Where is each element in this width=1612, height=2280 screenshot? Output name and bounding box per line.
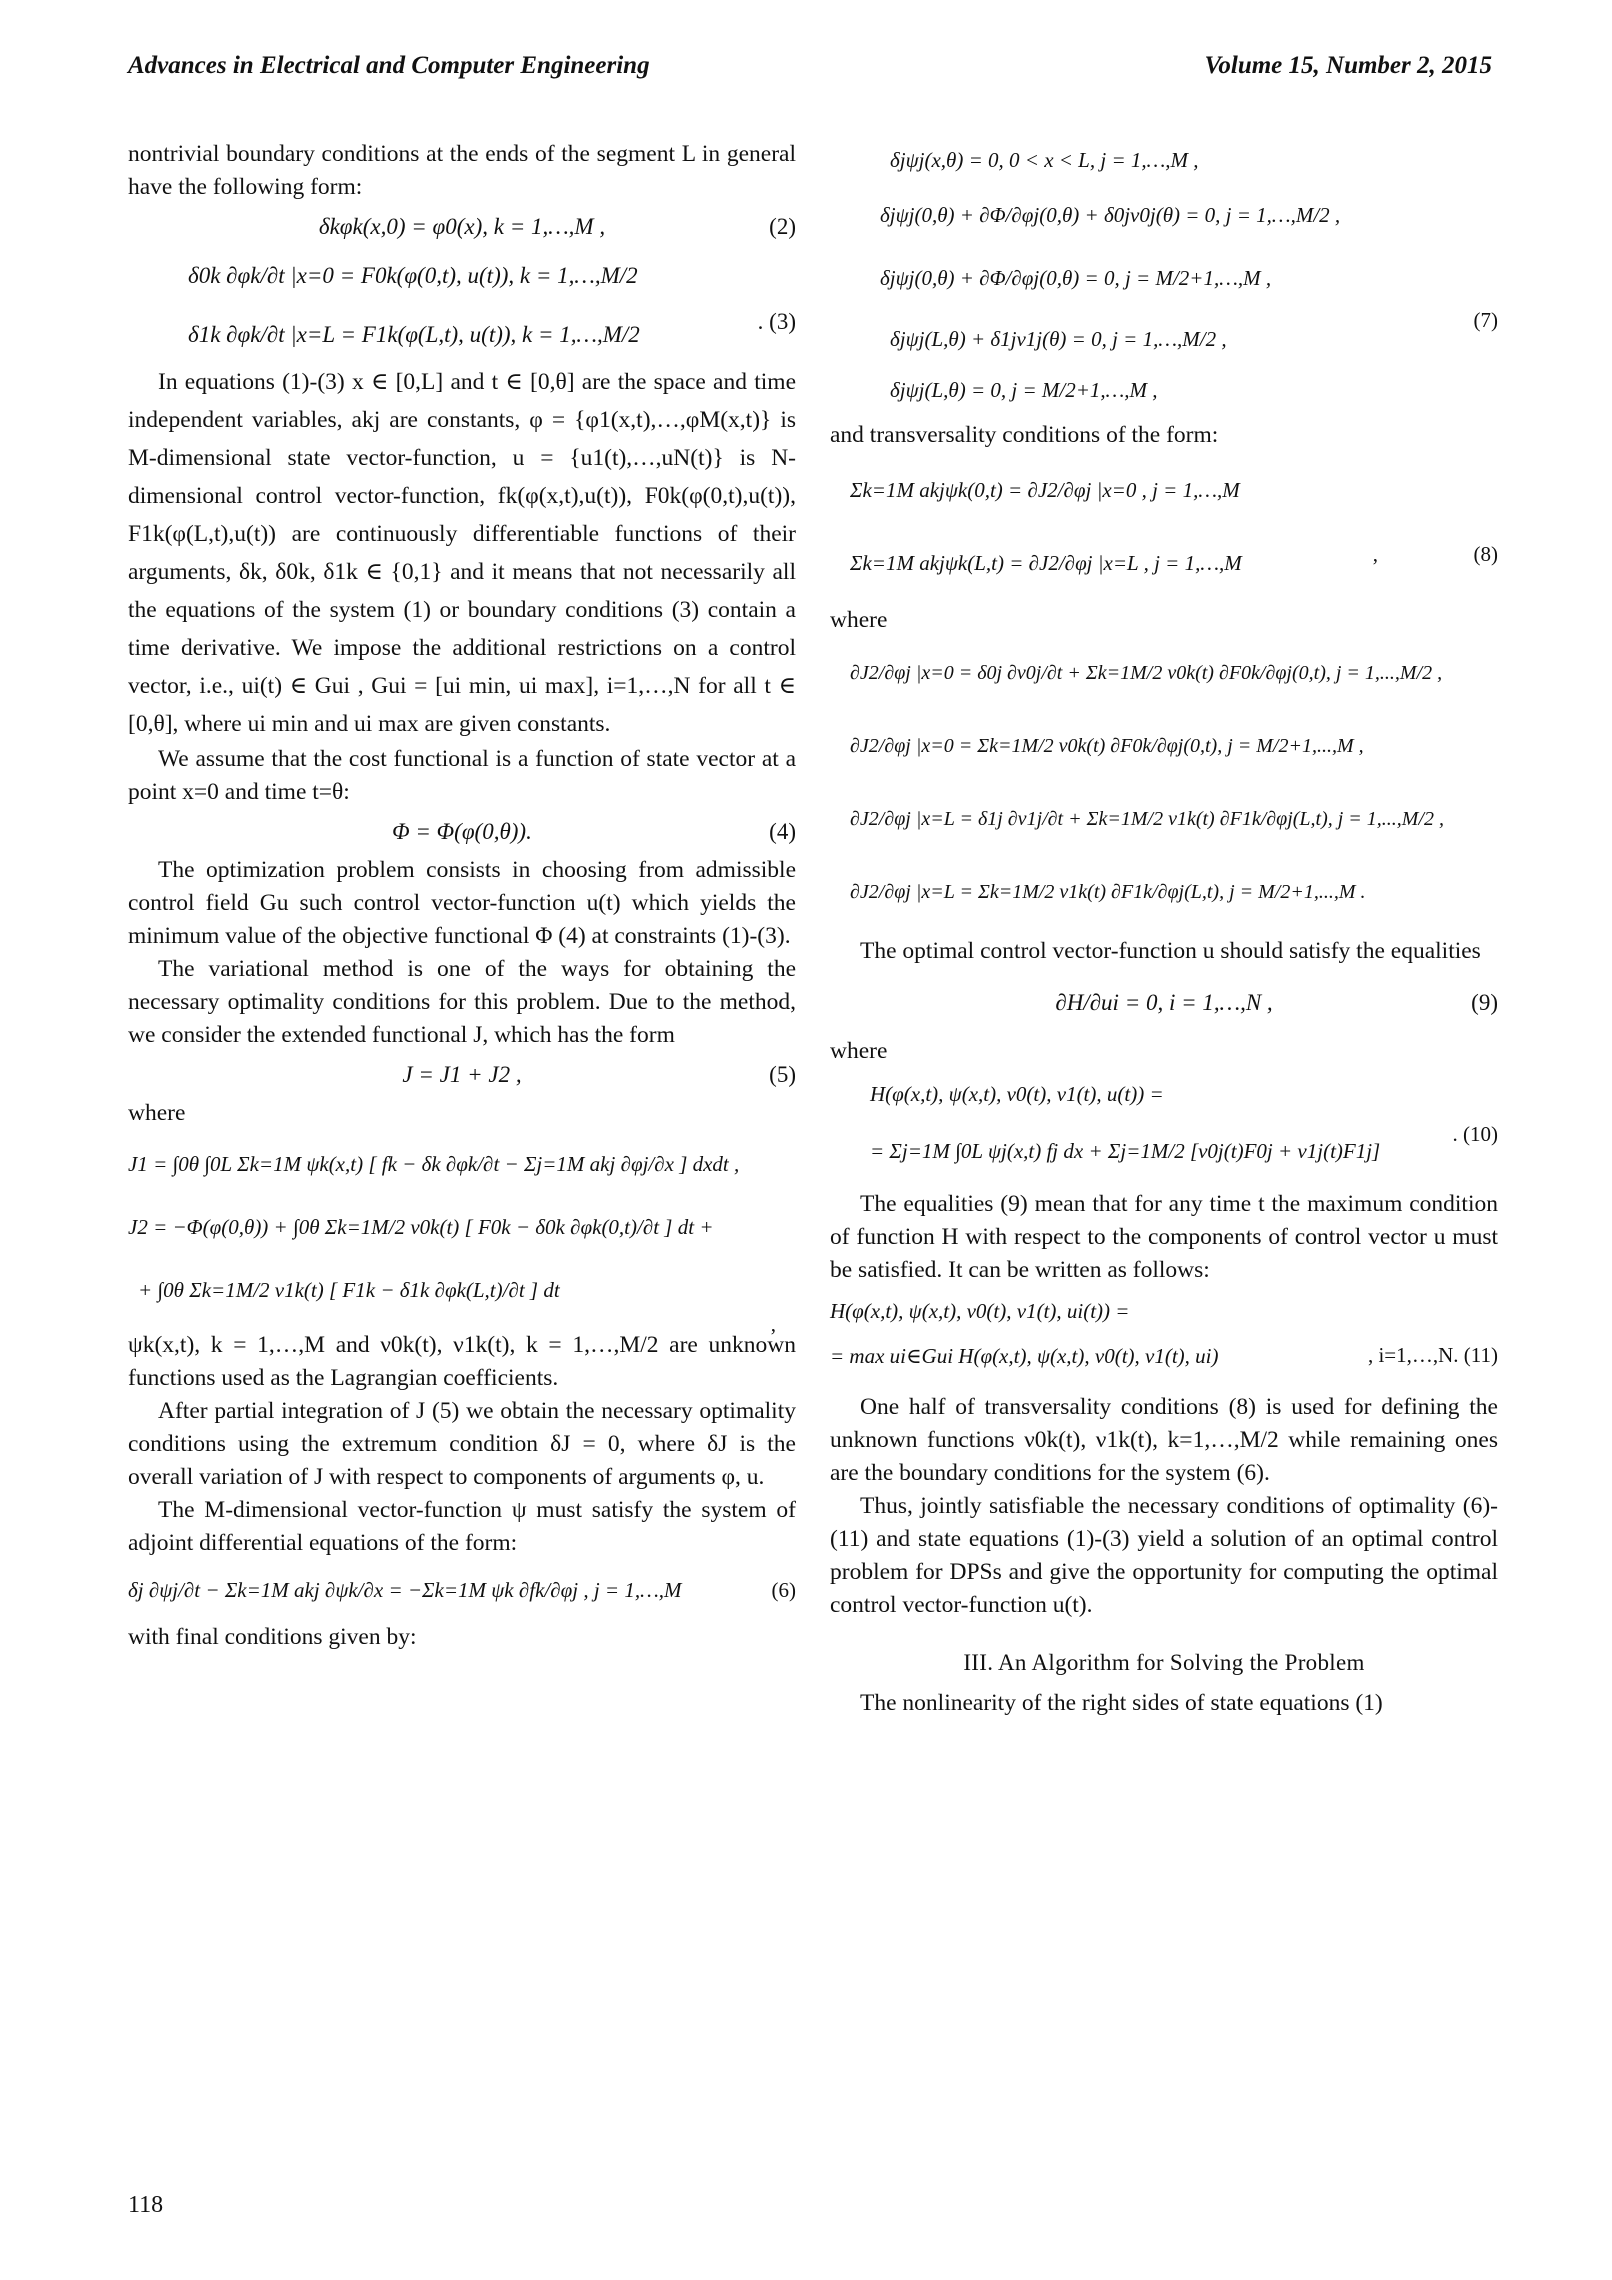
equation-5-number: (5) [769,1062,796,1087]
equation-3a: δ0k ∂φk/∂t |x=0 = F0k(φ(0,t), u(t)), k = 1,…,M/2 [188,263,638,288]
equation-10-block [830,1078,1498,1168]
equation-6-number: (6) [771,1578,796,1602]
equation-j2a: J2 = −Φ(φ(0,θ)) + ∫0θ Σk=1M/2 ν0k(t) [ F0k − δ0k ∂φk(0,t)/∂t ] dt + [128,1215,714,1239]
where-label-2: where [830,607,888,633]
paragraph-transversality: and transversality conditions of the form: [830,422,1219,448]
equation-9-number: (9) [1471,990,1498,1015]
paragraph-maximum-condition: The equalities (9) mean that for any time t the maximum condition of function H with respect to the components of control vector u must be satisfied. It can be written as follows: [830,1191,1498,1283]
equation-4-number: (4) [769,819,796,844]
equation-6-body: δj ∂ψj/∂t − Σk=1M akj ∂ψk/∂x = −Σk=1M ψk ∂fk/∂φj , j = 1,…,M [128,1578,682,1602]
equation-6 [128,1574,796,1607]
equation-7-block [830,144,1498,407]
paragraph-adjoint: The M-dimensional vector-function ψ must satisfy the system of adjoint differential equations of the form: [128,1497,796,1556]
equation-w4: ∂J2/∂φj |x=L = Σk=1M/2 ν1k(t) ∂F1k/∂φj(L,t), j = M/2+1,...,M . [850,881,1366,903]
equation-7e: δjψj(L,θ) = 0, j = M/2+1,…,M , [890,378,1158,402]
paragraph-half-transversality: One half of transversality conditions (8) is used for defining the unknown functions ν0k(t), ν1k(t), k=1,…,M/2 while remaining ones are the boundary conditions for the system (6). [830,1394,1498,1486]
equation-7c: δjψj(0,θ) + ∂Φ/∂φj(0,θ) = 0, j = M/2+1,…,M , [880,266,1272,290]
equation-8-number: (8) [1473,542,1498,566]
equation-8-block [830,474,1498,580]
paragraph-jointly: Thus, jointly satisfiable the necessary conditions of optimality (6)-(11) and state equations (1)-(3) yield a solution of an optimal control problem for DPSs and give the opportunity for computing the optimal control vector-function u(t). [830,1493,1498,1618]
equation-j1: J1 = ∫0θ ∫0L Σk=1M ψk(x,t) [ fk − δk ∂φk/∂t − Σj=1M akj ∂φj/∂x ] dxdt , [128,1152,740,1176]
equation-3-block [128,259,796,351]
equation-j-block [128,1148,796,1336]
paragraph-cost-functional: We assume that the cost functional is a function of state vector at a point x=0 and time t=θ: [128,746,796,805]
paragraph-final-conditions: with final conditions given by: [128,1624,417,1650]
where-label-1: where [128,1100,186,1126]
section-heading: III. An Algorithm for Solving the Problem [963,1650,1365,1675]
equation-2 [128,210,796,243]
equation-3b: δ1k ∂φk/∂t |x=L = F1k(φ(L,t), u(t)), k = 1,…,M/2 [188,322,640,347]
equation-11b: = max ui∈Gui H(φ(x,t), ψ(x,t), ν0(t), ν1(t), ui) [830,1344,1219,1368]
equation-11a: H(φ(x,t), ψ(x,t), ν0(t), ν1(t), ui(t)) = [830,1299,1130,1323]
equation-2-number: (2) [769,214,796,239]
equation-5-body: J = J1 + J2 , [402,1062,522,1087]
equation-10a: H(φ(x,t), ψ(x,t), ν0(t), ν1(t), u(t)) = [870,1082,1164,1106]
equation-j2b: + ∫0θ Σk=1M/2 ν1k(t) [ F1k − δ1k ∂φk(L,t)/∂t ] dt [138,1278,560,1302]
paragraph-intro: nontrivial boundary conditions at the ends of the segment L in general have the following form: [128,141,796,200]
equation-4 [128,815,796,848]
paragraph-optimal-control: The optimal control vector-function u should satisfy the equalities [860,938,1481,964]
equation-7d: δjψj(L,θ) + δ1jν1j(θ) = 0, j = 1,…,M/2 , [890,327,1227,351]
equation-9 [830,986,1498,1019]
equation-7a: δjψj(x,θ) = 0, 0 < x < L, j = 1,…,M , [890,148,1199,172]
equation-3-number: . (3) [757,309,796,334]
paragraph-optimization: The optimization problem consists in choosing from admissible control field Gu such control vector-function u(t) which yields the minimum value of the objective functional Φ (4) at constraints (1)-(3). [128,857,796,949]
equation-w3: ∂J2/∂φj |x=L = δ1j ∂ν1j/∂t + Σk=1M/2 ν1k(t) ∂F1k/∂φj(L,t), j = 1,...,M/2 , [850,808,1445,830]
paragraph-variational: The variational method is one of the ways for obtaining the necessary optimality conditions for this problem. Due to the method, we consider the extended functional J, which has the form [128,956,796,1048]
equation-8-comma: , [1372,542,1378,566]
equation-w1: ∂J2/∂φj |x=0 = δ0j ∂ν0j/∂t + Σk=1M/2 ν0k(t) ∂F0k/∂φj(0,t), j = 1,...,M/2 , [850,662,1443,684]
equation-10-number: . (10) [1452,1122,1498,1146]
paragraph-lagrangian: ψk(x,t), k = 1,…,M and ν0k(t), ν1k(t), k = 1,…,M/2 are unknown functions used as the Lagrangian coefficients. [128,1332,796,1391]
paragraph-variables: In equations (1)-(3) x ∈ [0,L] and t ∈ [0,θ] are the space and time independent variables, akj are constants, φ = {φ1(x,t),…,φM(x,t)} is M-dimensional state vector-function, u = {u1(t),…,uN(t)} is N-dimensional control vector-function, fk(φ(x,t),u(t)), F0k(φ(0,t),u(t)), F1k(φ(L,t),u(t)) are continuously differentiable functions of their arguments, δk, δ0k, δ1k ∈ {0,1} and it means that not necessarily all the equations of the system (1) or boundary conditions (3) contain a time derivative. We impose the additional restrictions on a control vector, i.e., ui(t) ∈ Gui , Gui = [ui min, ui max], i=1,…,N for all t ∈ [0,θ], where ui min and ui max are given constants. [128,369,796,737]
equation-7b: δjψj(0,θ) + ∂Φ/∂φj(0,θ) + δ0jν0j(θ) = 0, j = 1,…,M/2 , [880,203,1341,227]
volume-info: Volume 15, Number 2, 2015 [1204,52,1492,79]
equation-5 [128,1058,796,1091]
equation-where-block [830,657,1498,909]
equation-2-body: δkφk(x,0) = φ0(x), k = 1,…,M , [318,214,606,239]
equation-8b: Σk=1M akjψk(L,t) = ∂J2/∂φj |x=L , j = 1,…,M [850,551,1242,575]
page-number: 118 [128,2192,164,2218]
equation-4-body: Φ = Φ(φ(0,θ)). [392,819,532,844]
right-column [830,138,1498,1720]
equation-9-body: ∂H/∂ui = 0, i = 1,…,N , [1055,990,1273,1015]
paragraph-partial-integration: After partial integration of J (5) we obtain the necessary optimality conditions using the extremum condition δJ = 0, where δJ is the overall variation of J with respect to components of arguments φ, u. [128,1398,796,1490]
where-label-3: where [830,1038,888,1064]
equation-j2-comma: , [770,1312,776,1336]
left-column [128,138,796,1654]
journal-title: Advances in Electrical and Computer Engineering [128,52,650,79]
equation-7-number: (7) [1473,308,1498,332]
equation-10b: = Σj=1M ∫0L ψj(x,t) fj dx + Σj=1M/2 [ν0j(t)F0j + ν1j(t)F1j] [870,1139,1381,1163]
equation-8a: Σk=1M akjψk(0,t) = ∂J2/∂φj |x=0 , j = 1,…,M [850,478,1240,502]
equation-11-number: , i=1,…,N. (11) [1367,1343,1498,1367]
paragraph-nonlinearity: The nonlinearity of the right sides of state equations (1) [860,1690,1383,1716]
equation-11-block [830,1295,1498,1373]
equation-w2: ∂J2/∂φj |x=0 = Σk=1M/2 ν0k(t) ∂F0k/∂φj(0,t), j = M/2+1,...,M , [850,735,1364,757]
